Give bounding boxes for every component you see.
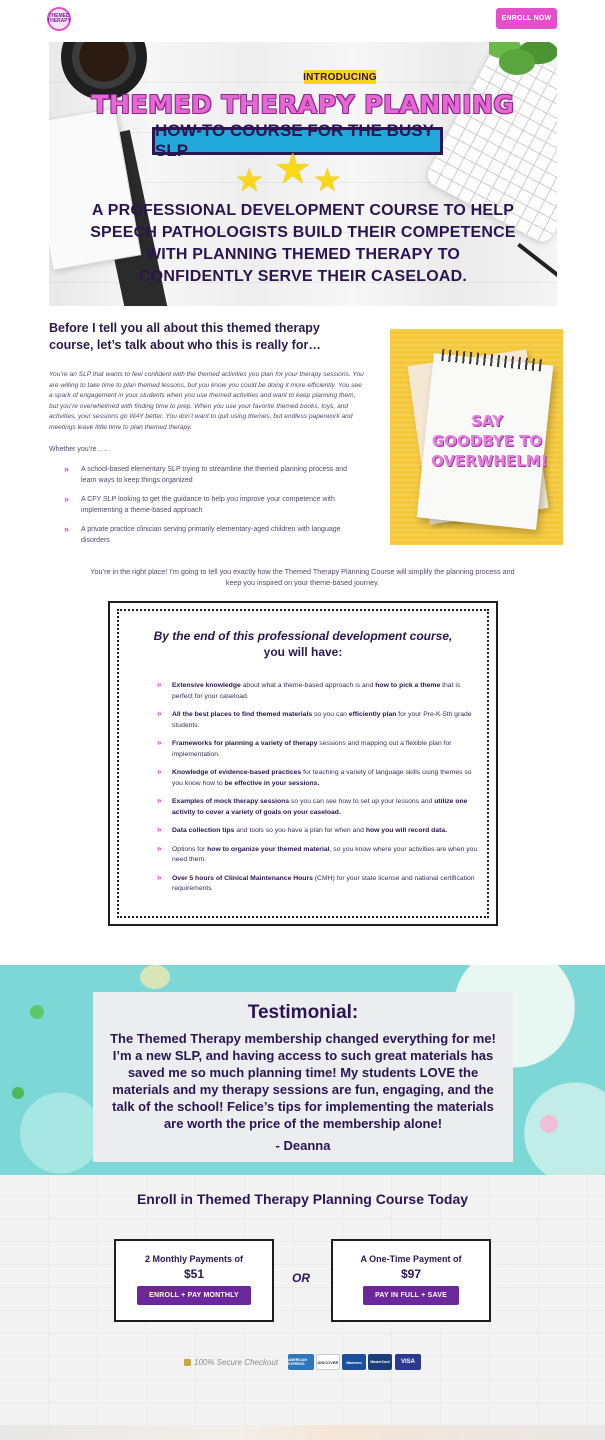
notepad-image bbox=[417, 353, 554, 530]
say-goodbye-image bbox=[390, 329, 563, 545]
dot-decoration bbox=[540, 1115, 558, 1133]
who-paragraph: You’re an SLP that wants to feel confident with the themed activities you plan for your therapy sessions. You are willing to take time to plan themed lessons, but you know you could be doing it more efficiently. You see a spark of engagement in your students when you use themed activities and want to keep planning them, but you’re overwhelmed with finding time to prep. When you use your favorite themed books, toys, and activities, your sessions go WAY better. You don’t want to quit using themes, but endless paperwork and meetings leave little time to plan themed therapy. bbox=[49, 371, 364, 431]
star-icon: ★ bbox=[235, 162, 264, 198]
chevron-right-icon: » bbox=[64, 524, 70, 534]
plan-price: $51 bbox=[183, 1267, 205, 1281]
chevron-right-icon: » bbox=[157, 796, 162, 805]
hero-banner bbox=[49, 42, 557, 306]
pay-in-full-button[interactable]: PAY IN FULL + SAVE bbox=[363, 1286, 459, 1305]
list-item: » Extensive knowledge about what a theme-based approach is and how to pick a theme that is perfect for your caseload. bbox=[157, 680, 461, 700]
testimonial-card bbox=[93, 992, 513, 1162]
chevron-right-icon: » bbox=[157, 872, 162, 882]
enroll-pay-monthly-button[interactable]: ENROLL + PAY MONTHLY bbox=[137, 1286, 251, 1305]
enroll-section bbox=[0, 1175, 605, 1425]
or-label: OR bbox=[292, 1271, 310, 1285]
star-icon: ★ bbox=[274, 145, 312, 192]
list-item: » Knowledge of evidence-based practices for teaching a variety of language skills using themes so you know how to be effective in your sessions. bbox=[157, 767, 472, 787]
plan-price: $97 bbox=[400, 1267, 422, 1281]
chevron-right-icon: » bbox=[64, 494, 70, 504]
outcomes-title: By the end of this professional development course, you will have: bbox=[153, 629, 453, 659]
dot-decoration bbox=[12, 1087, 24, 1099]
who-heading: Before I tell you all about this themed therapy course, let’s talk about who this is really for… bbox=[49, 321, 321, 352]
logo[interactable] bbox=[47, 7, 71, 31]
testimonial-author: - Deanna bbox=[275, 1138, 331, 1153]
chevron-right-icon: » bbox=[157, 825, 162, 834]
testimonial-quote: The Themed Therapy membership changed everything for me! I’m a new SLP, and having access to such great materials has saved me so much planning time! My students LOVE the materials and my therapy sessions are fun, engaging, and the talk of the school! Felice’s tips for implementing the materials are worth the price of the membership alone! bbox=[110, 1031, 496, 1131]
plan-label: 2 Monthly Payments of bbox=[144, 1254, 243, 1264]
right-place-text: You’re in the right place! I’m going to tell you exactly how the Themed Therapy Planning Course will simplify the planning process and keep you inspired on your theme-based journey. bbox=[90, 567, 515, 587]
top-bar bbox=[0, 0, 605, 38]
testimonial-title: Testimonial: bbox=[247, 1002, 359, 1023]
enroll-title: Enroll in Themed Therapy Planning Course Today bbox=[136, 1191, 469, 1207]
list-item: » Examples of mock therapy sessions so you can see how to set up your lessons and utilize one activity to cover a variety of goals on your caseload. bbox=[157, 796, 468, 816]
hero-subtitle: HOW-TO COURSE FOR THE BUSY SLP bbox=[152, 127, 443, 155]
outcomes-box bbox=[108, 601, 498, 926]
plant-image bbox=[489, 42, 557, 82]
whether-label: Whether you’re….. bbox=[49, 446, 108, 453]
toy-decoration bbox=[140, 965, 170, 989]
chevron-right-icon: » bbox=[157, 680, 162, 689]
footer-image-strip bbox=[0, 1425, 605, 1440]
list-item: » Frameworks for planning a variety of therapy sessions and mapping out a flexible plan for implementation. bbox=[157, 738, 452, 758]
discover-card-icon: DISCOVER bbox=[316, 1354, 340, 1370]
chevron-right-icon: » bbox=[157, 738, 162, 747]
outcomes-list bbox=[157, 681, 479, 903]
dot-decoration bbox=[30, 1005, 44, 1019]
plan-label: A One-Time Payment of bbox=[360, 1254, 462, 1264]
hero-description: A PROFESSIONAL DEVELOPMENT COURSE TO HELP SPEECH PATHOLOGISTS BUILD THEIR COMPETENCE WITH PLANNING THEMED THERAPY TO CONFIDENTLY SERVE THEIR CASELOAD. bbox=[90, 202, 516, 285]
chevron-right-icon: » bbox=[64, 464, 70, 474]
maestro-card-icon: Maestro bbox=[342, 1354, 366, 1370]
spiral-rings bbox=[441, 349, 546, 372]
chevron-right-icon: » bbox=[157, 709, 162, 718]
audience-list bbox=[64, 464, 364, 554]
secure-checkout: 100% Secure Checkout bbox=[184, 1358, 278, 1367]
list-item: » A school-based elementary SLP trying to streamline the themed planning process and learn ways to keep things organized bbox=[64, 464, 348, 484]
chevron-right-icon: » bbox=[157, 767, 162, 776]
list-item: » Options for how to organize your themed material, so you know where your activities are when you need them. bbox=[157, 843, 478, 863]
monthly-plan-card bbox=[114, 1239, 274, 1322]
list-item: » All the best places to find themed materials so you can efficiently plan for your Pre-K-5th grade students. bbox=[157, 709, 472, 729]
visa-card-icon: VISA bbox=[395, 1354, 421, 1370]
hero-title: THEMED THERAPY PLANNING bbox=[91, 90, 515, 119]
enroll-now-button[interactable]: ENROLL NOW bbox=[496, 8, 557, 29]
mastercard-card-icon: MasterCard bbox=[368, 1354, 392, 1370]
logo-text: THEMED THERAPY bbox=[47, 13, 71, 24]
lock-icon bbox=[184, 1359, 191, 1366]
say-goodbye-text: SAY GOODBYE TO OVERWHELM! bbox=[431, 412, 548, 471]
chevron-right-icon: » bbox=[157, 843, 162, 853]
list-item: » Over 5 hours of Clinical Maintenance Hours (CMH) for your state license and national certification requirements bbox=[157, 872, 475, 892]
star-icon: ★ bbox=[313, 162, 342, 198]
amex-card-icon: AMERICAN EXPRESS bbox=[288, 1354, 314, 1370]
one-time-plan-card bbox=[331, 1239, 491, 1322]
introducing-label: INTRODUCING bbox=[303, 71, 377, 83]
list-item: » A private practice clinician serving primarily elementary-aged children with language disorders bbox=[64, 524, 341, 544]
list-item: » Data collection tips and tools so you have a plan for when and how you will record data. bbox=[157, 825, 448, 834]
list-item: » A CFY SLP looking to get the guidance to help you improve your competence with implementing a theme-based approach bbox=[64, 494, 335, 514]
